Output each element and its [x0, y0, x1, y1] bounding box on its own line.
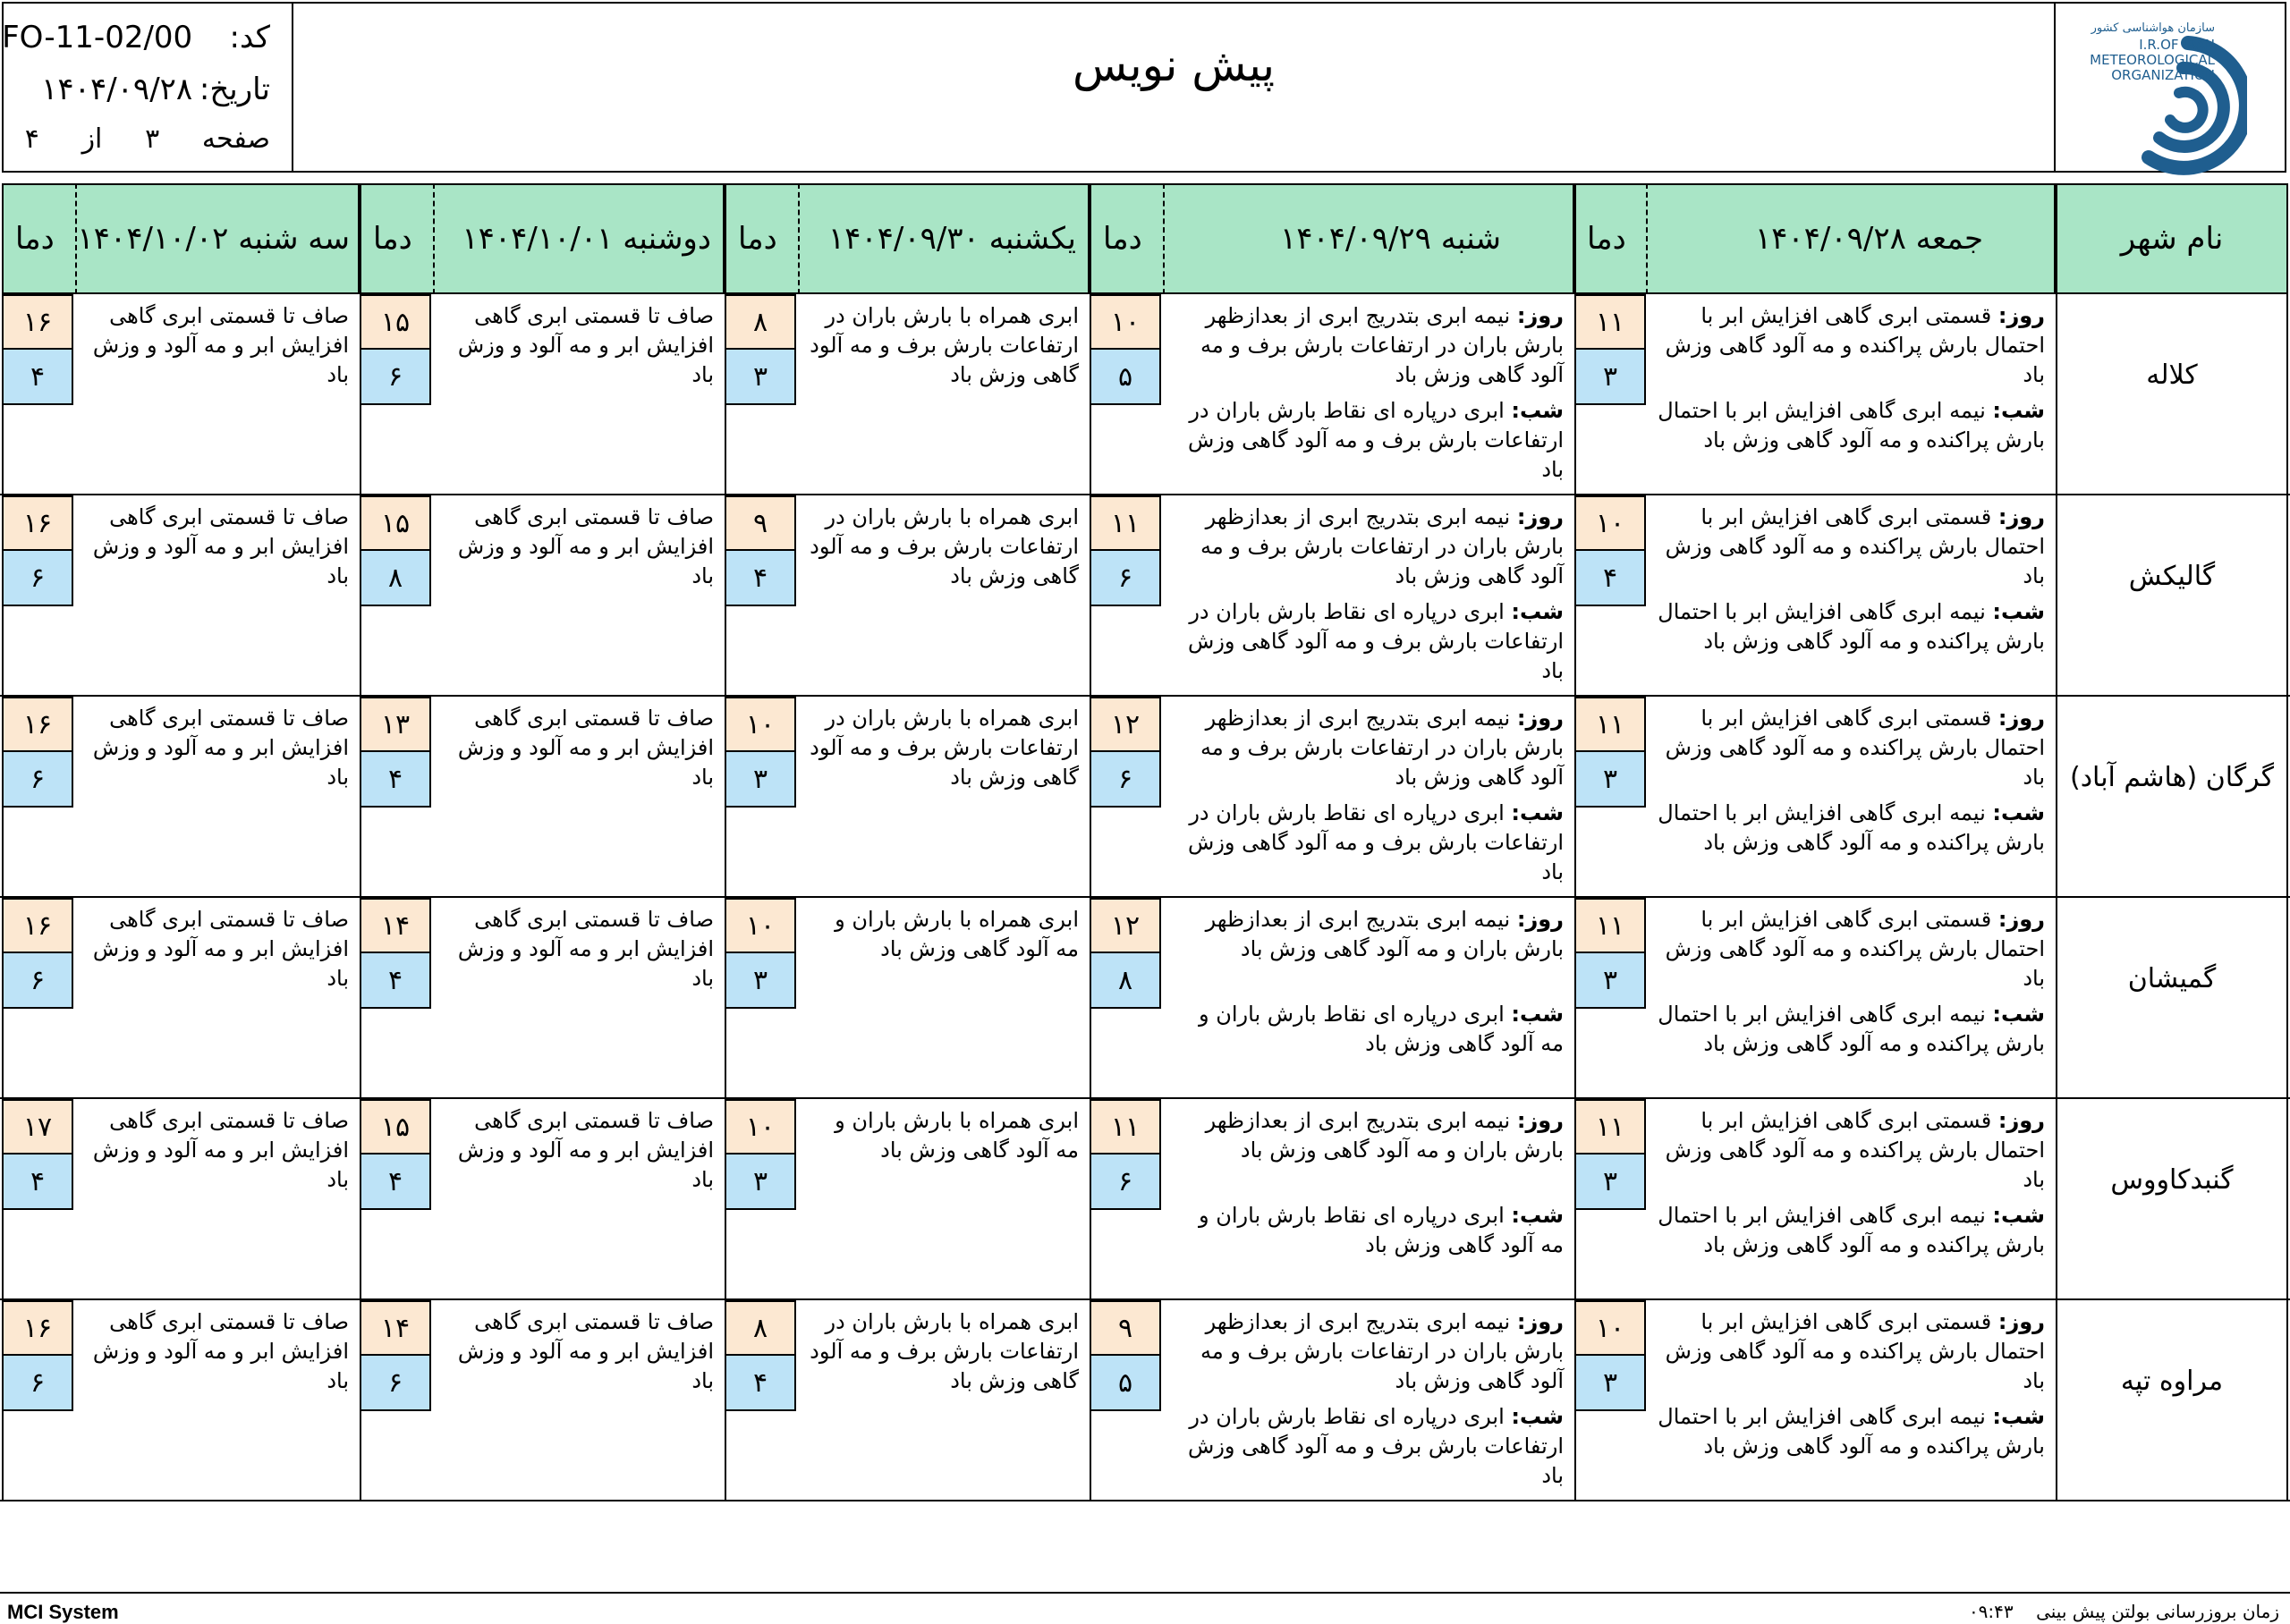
header-day-4 [360, 183, 725, 294]
forecast-day5: صاف تا قسمتی ابری گاهی افزایش ابر و مه آلود و وزش باد [92, 303, 349, 387]
forecast-day1-night [1653, 396, 2045, 455]
forecast-day2 [1170, 503, 1564, 591]
temp-min: ۴ [725, 1356, 796, 1411]
temp-max: ۸ [725, 294, 796, 350]
city-name: گالیکش [2128, 560, 2216, 592]
page-of: از [81, 123, 103, 155]
temp-min: ۵ [1090, 350, 1161, 405]
forecast-day5: صاف تا قسمتی ابری گاهی افزایش ابر و مه آلود و وزش باد [92, 1108, 349, 1192]
temp-max: ۱۰ [1090, 294, 1161, 350]
day-text: نیمه ابری بتدریج ابری از بعدازظهر بارش باران در ارتفاعات بارش برف و مه آلود گاهی وزش باد [1200, 303, 1564, 387]
temp-header: دما [15, 221, 55, 257]
temp-min: ۳ [1574, 1155, 1646, 1210]
day-title: یکشنبه ۱۴۰۴/۰۹/۳۰ [827, 221, 1076, 257]
update-info [1969, 1601, 2279, 1622]
day-label: روز: [1516, 1108, 1564, 1133]
night-text: ابری درپاره ای نقاط بارش باران در ارتفاعات بارش برف و مه آلود گاهی وزش باد [1188, 1404, 1564, 1488]
temp-min: ۴ [360, 752, 431, 808]
page-total: ۴ [24, 123, 39, 155]
code-value: FO-11-02/00 [2, 20, 193, 55]
forecast-day2 [1170, 301, 1564, 390]
temp-max: ۱۰ [1574, 1300, 1646, 1356]
logo-text-line3: ORGANIZATION [2111, 67, 2215, 83]
forecast-day4: صاف تا قسمتی ابری گاهی افزایش ابر و مه آلود و وزش باد [457, 1309, 714, 1393]
header-day-5 [2, 183, 360, 294]
night-text: نیمه ابری گاهی افزایش ابر با احتمال بارش پراکنده و مه آلود گاهی وزش باد [1658, 398, 2045, 453]
day-title: سه شنبه ۱۴۰۴/۱۰/۰۲ [77, 221, 350, 257]
header-divider [798, 183, 800, 294]
temp-min: ۳ [725, 1155, 796, 1210]
day-title: جمعه ۱۴۰۴/۰۹/۲۸ [1754, 221, 1983, 257]
night-label: شب: [1992, 1404, 2045, 1429]
temp-max: ۹ [725, 495, 796, 551]
forecast-day3: ابری همراه با بارش باران در ارتفاعات بارش برف و مه آلود گاهی وزش باد [810, 504, 1079, 588]
forecast-day1 [1653, 1307, 2045, 1396]
day-text: قسمتی ابری گاهی افزایش ابر با احتمال بارش پراکنده و مه آلود گاهی وزش باد [1665, 907, 2045, 991]
page-row [25, 123, 270, 155]
day-text: قسمتی ابری گاهی افزایش ابر با احتمال بارش پراکنده و مه آلود گاهی وزش باد [1665, 1309, 2045, 1393]
forecast-day3: ابری همراه با بارش باران در ارتفاعات بارش برف و مه آلود گاهی وزش باد [810, 1309, 1079, 1393]
day-text: نیمه ابری بتدریج ابری از بعدازظهر بارش باران و مه آلود گاهی وزش باد [1205, 907, 1564, 961]
temp-max: ۱۵ [360, 1099, 431, 1155]
table-row [0, 898, 2290, 1099]
table-row [0, 1099, 2290, 1300]
temp-max: ۱۴ [360, 898, 431, 953]
system-name: MCI System [7, 1601, 119, 1623]
day-text: نیمه ابری بتدریج ابری از بعدازظهر بارش باران در ارتفاعات بارش برف و مه آلود گاهی وزش باد [1200, 1309, 1564, 1393]
day-label: روز: [1997, 504, 2045, 529]
night-label: شب: [1511, 398, 1564, 423]
page-number: ۳ [145, 123, 160, 155]
temp-max: ۱۰ [725, 697, 796, 752]
date-label: تاریخ: [199, 72, 270, 107]
temp-min: ۶ [2, 551, 73, 606]
temp-max: ۱۶ [2, 1300, 73, 1356]
night-text: ابری درپاره ای نقاط بارش باران در ارتفاعات بارش برف و مه آلود گاهی وزش باد [1188, 800, 1564, 884]
night-text: نیمه ابری گاهی افزایش ابر با احتمال بارش پراکنده و مه آلود گاهی وزش باد [1658, 599, 2045, 654]
night-label: شب: [1511, 1002, 1564, 1027]
forecast-day5: صاف تا قسمتی ابری گاهی افزایش ابر و مه آلود و وزش باد [92, 706, 349, 790]
date-value: ۱۴۰۴/۰۹/۲۸ [41, 72, 193, 107]
night-text: نیمه ابری گاهی افزایش ابر با احتمال بارش پراکنده و مه آلود گاهی وزش باد [1658, 1404, 2045, 1459]
night-text: ابری درپاره ای نقاط بارش باران و مه آلود گاهی وزش باد [1199, 1203, 1564, 1257]
update-time: ۰۹:۴۳ [1968, 1601, 2014, 1622]
temp-max: ۱۱ [1090, 1099, 1161, 1155]
city-name: گرگان (هاشم آباد) [2069, 761, 2275, 793]
forecast-day4: صاف تا قسمتی ابری گاهی افزایش ابر و مه آلود و وزش باد [457, 706, 714, 790]
temp-min: ۸ [360, 551, 431, 606]
temp-min: ۶ [1090, 1155, 1161, 1210]
forecast-day4: صاف تا قسمتی ابری گاهی افزایش ابر و مه آلود و وزش باد [457, 907, 714, 991]
temp-min: ۳ [725, 752, 796, 808]
temp-max: ۱۳ [360, 697, 431, 752]
temp-header: دما [1103, 221, 1142, 257]
temp-min: ۳ [1574, 953, 1646, 1009]
page-label: صفحه [201, 123, 270, 155]
temp-max: ۱۱ [1574, 898, 1646, 953]
temp-min: ۶ [2, 752, 73, 808]
temp-max: ۱۱ [1574, 1099, 1646, 1155]
forecast-day1-night [1653, 597, 2045, 656]
day-label: روز: [1516, 1309, 1564, 1334]
temp-max: ۱۵ [360, 495, 431, 551]
temp-max: ۱۲ [1090, 898, 1161, 953]
temp-min: ۴ [360, 953, 431, 1009]
forecast-day2 [1170, 704, 1564, 792]
day-text: قسمتی ابری گاهی افزایش ابر با احتمال بارش پراکنده و مه آلود گاهی وزش باد [1665, 303, 2045, 387]
forecast-day1-night [1653, 1402, 2045, 1461]
forecast-day4: صاف تا قسمتی ابری گاهی افزایش ابر و مه آلود و وزش باد [457, 1108, 714, 1192]
temp-min: ۴ [2, 350, 73, 405]
forecast-day3: ابری همراه با بارش باران و مه آلود گاهی وزش باد [835, 907, 1079, 961]
city-name: مراوه تپه [2120, 1365, 2224, 1397]
forecast-day5: صاف تا قسمتی ابری گاهی افزایش ابر و مه آلود و وزش باد [92, 907, 349, 991]
code-row [2, 20, 270, 55]
day-text: قسمتی ابری گاهی افزایش ابر با احتمال بارش پراکنده و مه آلود گاهی وزش باد [1665, 706, 2045, 790]
night-label: شب: [1511, 1404, 1564, 1429]
city-name: گمیشان [2127, 962, 2217, 994]
forecast-day2-night [1170, 799, 1564, 887]
temp-max: ۱۲ [1090, 697, 1161, 752]
day-label: روز: [1997, 1309, 2045, 1334]
forecast-day4: صاف تا قسمتی ابری گاهی افزایش ابر و مه آلود و وزش باد [457, 303, 714, 387]
header-divider [433, 183, 435, 294]
temp-min: ۶ [1090, 752, 1161, 808]
code-label: کد: [229, 20, 270, 55]
forecast-day2 [1170, 905, 1564, 964]
forecast-day2-night [1170, 1402, 1564, 1491]
table-row [0, 495, 2290, 697]
night-label: شب: [1992, 1002, 2045, 1027]
temp-min: ۶ [2, 953, 73, 1009]
table-row [0, 697, 2290, 898]
night-label: شب: [1992, 800, 2045, 825]
temp-header: دما [373, 221, 412, 257]
document-meta [4, 4, 293, 171]
day-title: دوشنبه ۱۴۰۴/۱۰/۰۱ [462, 221, 711, 257]
night-text: نیمه ابری گاهی افزایش ابر با احتمال بارش پراکنده و مه آلود گاهی وزش باد [1658, 1002, 2045, 1056]
day-label: روز: [1997, 907, 2045, 932]
forecast-day1 [1653, 301, 2045, 390]
day-label: روز: [1997, 1108, 2045, 1133]
logo-text-line1: I.R.OF IRAN [2139, 37, 2215, 53]
day-title: شنبه ۱۴۰۴/۰۹/۲۹ [1279, 221, 1501, 257]
day-label: روز: [1516, 907, 1564, 932]
temp-min: ۶ [1090, 551, 1161, 606]
night-label: شب: [1511, 599, 1564, 624]
day-label: روز: [1516, 303, 1564, 328]
day-text: قسمتی ابری گاهی افزایش ابر با احتمال بارش پراکنده و مه آلود گاهی وزش باد [1665, 1108, 2045, 1192]
forecast-day2 [1170, 1106, 1564, 1165]
temp-max: ۱۶ [2, 898, 73, 953]
temp-max: ۱۰ [725, 1099, 796, 1155]
temp-min: ۶ [360, 1356, 431, 1411]
temp-min: ۴ [360, 1155, 431, 1210]
update-label: زمان بروزرسانی بولتن پیش بینی [2036, 1601, 2279, 1622]
date-row [41, 72, 270, 107]
day-label: روز: [1516, 504, 1564, 529]
forecast-day1 [1653, 905, 2045, 994]
temp-min: ۳ [725, 350, 796, 405]
header-city: نام شهر [2056, 183, 2288, 294]
night-label: شب: [1992, 599, 2045, 624]
forecast-day5: صاف تا قسمتی ابری گاهی افزایش ابر و مه آلود و وزش باد [92, 504, 349, 588]
header-divider [1163, 183, 1165, 294]
day-label: روز: [1997, 303, 2045, 328]
forecast-day3: ابری همراه با بارش باران و مه آلود گاهی وزش باد [835, 1108, 1079, 1163]
document-header [2, 2, 2286, 173]
temp-min: ۵ [1090, 1356, 1161, 1411]
day-label: روز: [1997, 706, 2045, 731]
header-divider [1646, 183, 1648, 294]
day-label: روز: [1516, 706, 1564, 731]
temp-header: دما [738, 221, 777, 257]
footer [0, 1592, 2290, 1624]
temp-max: ۱۰ [725, 898, 796, 953]
logo [2054, 4, 2285, 171]
forecast-day2 [1170, 1307, 1564, 1396]
day-text: نیمه ابری بتدریج ابری از بعدازظهر بارش باران و مه آلود گاهی وزش باد [1205, 1108, 1564, 1163]
forecast-day2-night [1170, 1000, 1564, 1059]
forecast-day1 [1653, 1106, 2045, 1195]
temp-min: ۴ [1574, 551, 1646, 606]
temp-min: ۴ [2, 1155, 73, 1210]
forecast-day1-night [1653, 799, 2045, 858]
temp-min: ۳ [1574, 1356, 1646, 1411]
city-name: کلاله [2146, 359, 2198, 391]
forecast-day1 [1653, 503, 2045, 591]
temp-min: ۳ [1574, 752, 1646, 808]
temp-max: ۱۱ [1574, 294, 1646, 350]
forecast-day3: ابری همراه با بارش باران در ارتفاعات بارش برف و مه آلود گاهی وزش باد [810, 706, 1079, 790]
logo-text-line2: METEOROLOGICAL [2090, 52, 2215, 68]
night-text: ابری درپاره ای نقاط بارش باران و مه آلود گاهی وزش باد [1199, 1002, 1564, 1056]
city-name: گنبدکاووس [2110, 1163, 2234, 1196]
temp-min: ۴ [725, 551, 796, 606]
temp-min: ۸ [1090, 953, 1161, 1009]
table-row [0, 294, 2290, 495]
temp-max: ۱۰ [1574, 495, 1646, 551]
day-text: نیمه ابری بتدریج ابری از بعدازظهر بارش باران در ارتفاعات بارش برف و مه آلود گاهی وزش باد [1200, 504, 1564, 588]
night-text: نیمه ابری گاهی افزایش ابر با احتمال بارش پراکنده و مه آلود گاهی وزش باد [1658, 1203, 2045, 1257]
forecast-day1 [1653, 704, 2045, 792]
temp-min: ۳ [725, 953, 796, 1009]
header-day-3 [725, 183, 1090, 294]
table-row [0, 1300, 2290, 1501]
day-text: قسمتی ابری گاهی افزایش ابر با احتمال بارش پراکنده و مه آلود گاهی وزش باد [1665, 504, 2045, 588]
night-label: شب: [1992, 398, 2045, 423]
forecast-day4: صاف تا قسمتی ابری گاهی افزایش ابر و مه آلود و وزش باد [457, 504, 714, 588]
forecast-day3: ابری همراه با بارش باران در ارتفاعات بارش برف و مه آلود گاهی وزش باد [810, 303, 1079, 387]
forecast-day1-night [1653, 1201, 2045, 1260]
temp-max: ۱۶ [2, 697, 73, 752]
logo-text-fa: سازمان هواشناسی کشور [2091, 21, 2215, 35]
night-label: شب: [1992, 1203, 2045, 1228]
header-divider [75, 183, 77, 294]
temp-max: ۱۵ [360, 294, 431, 350]
temp-max: ۹ [1090, 1300, 1161, 1356]
page-title: پیش نویس [1072, 39, 1276, 91]
temp-max: ۱۶ [2, 294, 73, 350]
forecast-day2-night [1170, 597, 1564, 686]
temp-min: ۳ [1574, 350, 1646, 405]
day-text: نیمه ابری بتدریج ابری از بعدازظهر بارش باران در ارتفاعات بارش برف و مه آلود گاهی وزش باد [1200, 706, 1564, 790]
forecast-day2-night [1170, 1201, 1564, 1260]
temp-max: ۱۱ [1574, 697, 1646, 752]
night-text: نیمه ابری گاهی افزایش ابر با احتمال بارش پراکنده و مه آلود گاهی وزش باد [1658, 800, 2045, 855]
night-text: ابری درپاره ای نقاط بارش باران در ارتفاعات بارش برف و مه آلود گاهی وزش باد [1188, 398, 1564, 482]
temp-max: ۸ [725, 1300, 796, 1356]
forecast-day2-night [1170, 396, 1564, 485]
temp-max: ۱۷ [2, 1099, 73, 1155]
forecast-day1-night [1653, 1000, 2045, 1059]
temp-max: ۱۴ [360, 1300, 431, 1356]
forecast-table [0, 183, 2290, 1498]
temp-min: ۶ [360, 350, 431, 405]
temp-max: ۱۶ [2, 495, 73, 551]
night-text: ابری درپاره ای نقاط بارش باران در ارتفاعات بارش برف و مه آلود گاهی وزش باد [1188, 599, 1564, 683]
night-label: شب: [1511, 800, 1564, 825]
forecast-day5: صاف تا قسمتی ابری گاهی افزایش ابر و مه آلود و وزش باد [92, 1309, 349, 1393]
night-label: شب: [1511, 1203, 1564, 1228]
temp-max: ۱۱ [1090, 495, 1161, 551]
temp-header: دما [1587, 221, 1626, 257]
temp-min: ۶ [2, 1356, 73, 1411]
